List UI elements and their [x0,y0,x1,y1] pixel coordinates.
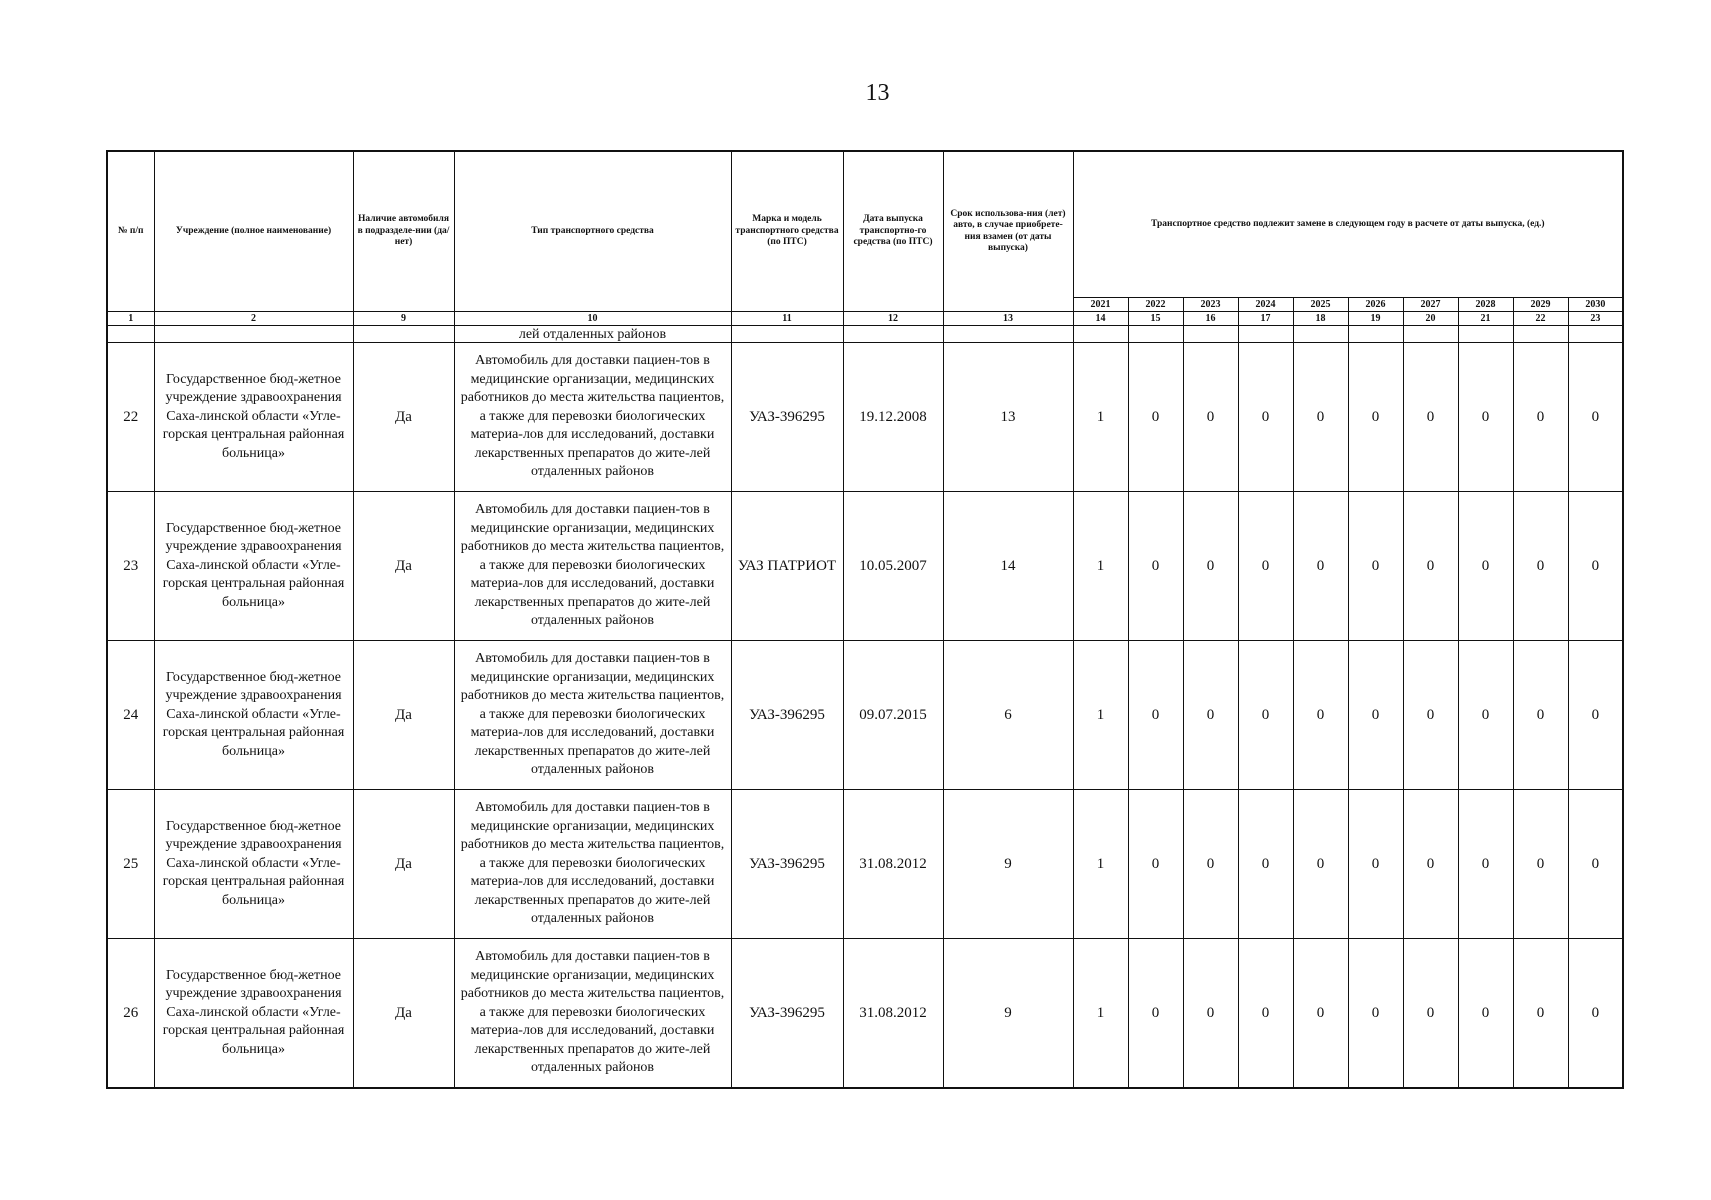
year-value-cell: 0 [1458,492,1513,641]
year-value-cell: 0 [1183,343,1238,492]
header-row [107,151,1623,298]
year-value-cell: 0 [1238,492,1293,641]
row-number: 23 [107,492,154,641]
year-value-cell: 0 [1513,939,1568,1089]
column-number: 10 [454,312,731,326]
year-value-cell: 0 [1513,790,1568,939]
year-cell: 2030 [1568,298,1623,312]
availability-cell: Да [353,939,454,1089]
year-value-cell: 0 [1458,343,1513,492]
service-life-cell: 6 [943,641,1073,790]
header-institution: Учреждение (полное наименование) [154,151,353,312]
year-value-cell: 0 [1183,939,1238,1089]
header-vehicle-type: Тип транспортного средства [454,151,731,312]
year-cell: 2026 [1348,298,1403,312]
column-number: 21 [1458,312,1513,326]
vehicle-type-cell: Автомобиль для доставки пациен-тов в медицинские организации, медицинских работников до места жительства пациентов, а также для перевозки биологических материа-лов для исследований, доставки лекарственных препаратов до жите-лей отдаленных районов [454,790,731,939]
year-value-cell: 0 [1293,790,1348,939]
column-number: 15 [1128,312,1183,326]
year-value-cell: 0 [1293,492,1348,641]
table-row [107,343,1623,492]
year-cell: 2021 [1073,298,1128,312]
year-value-cell: 0 [1568,939,1623,1089]
table-row [107,641,1623,790]
year-value-cell: 0 [1293,641,1348,790]
column-number: 14 [1073,312,1128,326]
brand-cell: УАЗ ПАТРИОТ [731,492,843,641]
brand-cell: УАЗ-396295 [731,343,843,492]
year-value-cell: 0 [1403,939,1458,1089]
release-date-cell: 09.07.2015 [843,641,943,790]
service-life-cell: 9 [943,939,1073,1089]
table-row [107,492,1623,641]
year-value-cell: 0 [1348,939,1403,1089]
table-body [107,326,1623,1089]
availability-cell: Да [353,790,454,939]
release-date-cell: 31.08.2012 [843,790,943,939]
column-number: 19 [1348,312,1403,326]
year-value-cell: 0 [1568,343,1623,492]
year-value-cell: 0 [1238,939,1293,1089]
year-value-cell: 0 [1403,343,1458,492]
row-number: 26 [107,939,154,1089]
vehicle-type-cell: Автомобиль для доставки пациен-тов в медицинские организации, медицинских работников до места жительства пациентов, а также для перевозки биологических материа-лов для исследований, доставки лекарственных препаратов до жите-лей отдаленных районов [454,939,731,1089]
year-value-cell: 0 [1183,790,1238,939]
row-number: 22 [107,343,154,492]
year-value-cell: 0 [1128,641,1183,790]
column-number: 20 [1403,312,1458,326]
year-value-cell: 0 [1238,343,1293,492]
year-cell: 2029 [1513,298,1568,312]
vehicle-type-cell: Автомобиль для доставки пациен-тов в медицинские организации, медицинских работников до места жительства пациентов, а также для перевозки биологических материа-лов для исследований, доставки лекарственных препаратов до жите-лей отдаленных районов [454,492,731,641]
year-value-cell: 0 [1128,790,1183,939]
column-number: 9 [353,312,454,326]
availability-cell: Да [353,641,454,790]
vehicle-type-cell: Автомобиль для доставки пациен-тов в медицинские организации, медицинских работников до места жительства пациентов, а также для перевозки биологических материа-лов для исследований, доставки лекарственных препаратов до жите-лей отдаленных районов [454,641,731,790]
column-number: 17 [1238,312,1293,326]
institution-cell: Государственное бюд-жетное учреждение здравоохранения Саха-линской области «Угле-горская центральная районная больница» [154,939,353,1089]
carryover-text: лей отдаленных районов [454,326,731,343]
year-value-cell: 1 [1073,641,1128,790]
year-cell: 2028 [1458,298,1513,312]
year-value-cell: 0 [1403,492,1458,641]
year-value-cell: 0 [1458,790,1513,939]
service-life-cell: 14 [943,492,1073,641]
page-number: 13 [865,80,890,106]
release-date-cell: 10.05.2007 [843,492,943,641]
service-life-cell: 13 [943,343,1073,492]
year-value-cell: 0 [1403,641,1458,790]
year-value-cell: 0 [1348,343,1403,492]
row-number: 24 [107,641,154,790]
year-value-cell: 0 [1568,790,1623,939]
year-value-cell: 0 [1568,492,1623,641]
year-value-cell: 1 [1073,492,1128,641]
year-value-cell: 0 [1293,343,1348,492]
year-value-cell: 0 [1513,641,1568,790]
brand-cell: УАЗ-396295 [731,790,843,939]
vehicle-type-cell: Автомобиль для доставки пациен-тов в медицинские организации, медицинских работников до места жительства пациентов, а также для перевозки биологических материа-лов для исследований, доставки лекарственных препаратов до жите-лей отдаленных районов [454,343,731,492]
year-value-cell: 0 [1293,939,1348,1089]
institution-cell: Государственное бюд-жетное учреждение здравоохранения Саха-линской области «Угле-горская центральная районная больница» [154,790,353,939]
institution-cell: Государственное бюд-жетное учреждение здравоохранения Саха-линской области «Угле-горская центральная районная больница» [154,641,353,790]
year-cell: 2022 [1128,298,1183,312]
column-number: 1 [107,312,154,326]
column-number-row [107,312,1623,326]
year-value-cell: 1 [1073,790,1128,939]
header-no: № п/п [107,151,154,312]
brand-cell: УАЗ-396295 [731,939,843,1089]
table-row [107,939,1623,1089]
year-value-cell: 0 [1238,790,1293,939]
row-number: 25 [107,790,154,939]
vehicle-table [106,150,1624,1089]
table-row [107,790,1623,939]
header-service-life: Срок использова-ния (лет) авто, в случае приобрете-ния взамен (от даты выпуска) [943,151,1073,312]
year-value-cell: 0 [1348,492,1403,641]
column-number: 16 [1183,312,1238,326]
release-date-cell: 19.12.2008 [843,343,943,492]
year-value-cell: 1 [1073,343,1128,492]
availability-cell: Да [353,492,454,641]
year-value-cell: 0 [1513,492,1568,641]
carryover-row [107,326,1623,343]
header-replacement: Транспортное средство подлежит замене в следующем году в расчете от даты выпуска, (ед.) [1073,151,1623,298]
year-cell: 2025 [1293,298,1348,312]
year-value-cell: 0 [1128,343,1183,492]
column-number: 2 [154,312,353,326]
year-value-cell: 0 [1128,939,1183,1089]
year-value-cell: 0 [1568,641,1623,790]
year-value-cell: 0 [1458,939,1513,1089]
service-life-cell: 9 [943,790,1073,939]
column-number: 23 [1568,312,1623,326]
column-number: 12 [843,312,943,326]
column-number: 11 [731,312,843,326]
year-value-cell: 0 [1513,343,1568,492]
institution-cell: Государственное бюд-жетное учреждение здравоохранения Саха-линской области «Угле-горская центральная районная больница» [154,343,353,492]
year-value-cell: 0 [1403,790,1458,939]
header-brand: Марка и модель транспортного средства (по ПТС) [731,151,843,312]
year-value-cell: 0 [1183,492,1238,641]
institution-cell: Государственное бюд-жетное учреждение здравоохранения Саха-линской области «Угле-горская центральная районная больница» [154,492,353,641]
brand-cell: УАЗ-396295 [731,641,843,790]
year-value-cell: 0 [1348,790,1403,939]
release-date-cell: 31.08.2012 [843,939,943,1089]
year-value-cell: 0 [1348,641,1403,790]
year-cell: 2027 [1403,298,1458,312]
year-cell: 2023 [1183,298,1238,312]
year-value-cell: 1 [1073,939,1128,1089]
header-release-date: Дата выпуска транспортно-го средства (по ПТС) [843,151,943,312]
column-number: 18 [1293,312,1348,326]
year-value-cell: 0 [1183,641,1238,790]
year-value-cell: 0 [1458,641,1513,790]
availability-cell: Да [353,343,454,492]
year-value-cell: 0 [1238,641,1293,790]
column-number: 13 [943,312,1073,326]
column-number: 22 [1513,312,1568,326]
year-cell: 2024 [1238,298,1293,312]
year-value-cell: 0 [1128,492,1183,641]
header-availability: Наличие автомобиля в подразделе-нии (да/нет) [353,151,454,312]
